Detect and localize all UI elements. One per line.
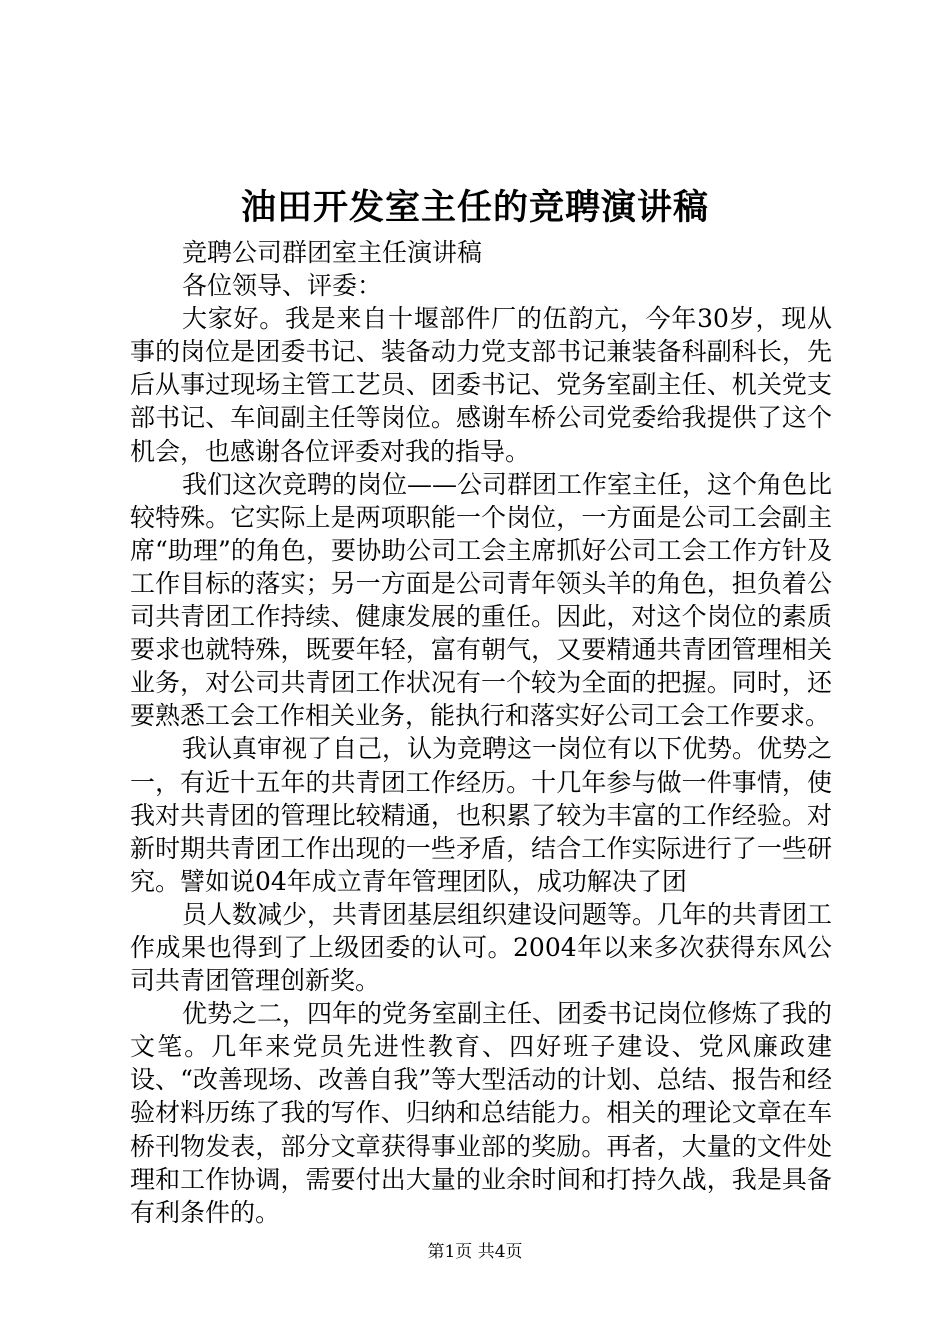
page-title: 油田开发室主任的竞聘演讲稿 (240, 187, 709, 228)
paragraph-subtitle: 竞聘公司群团室主任演讲稿 (182, 238, 483, 267)
paragraph-salutation: 各位领导、评委： (182, 271, 383, 301)
paragraph-advantage-two: 优势之二，四年的党务室副主任、团委书记岗位修炼了我的文笔。几年来党员先进性教育、四好班子建设、党风廉政建设、“改善现场、改善自我”等大型活动的计划、总结、报告和经验材料历练了我的写作、归纳和总结能力。相关的理论文章在车桥刊物发表，部分文章获得事业部的奖励。再者，大量的文件处理和工作协调，需要付出大量的业余时间和打持久战，我是具备有利条件的。 (130, 999, 833, 1227)
paragraph-advantage-one: 我认真审视了自己，认为竞聘这一岗位有以下优势。优势之一，有近十五年的共青团工作经历。十几年参与做一件事情，使我对共青团的管理比较精通，也积累了较为丰富的工作经验。对新时期共青团工作出现的一些矛盾，结合工作实际进行了一些研究。譬如说04年成立青年管理团队，成功解决了团 (130, 734, 833, 896)
paragraph-position-description: 我们这次竞聘的岗位——公司群团工作室主任，这个角色比较特殊。它实际上是两项职能一个岗位，一方面是公司工会副主席“助理”的角色，要协助公司工会主席抓好公司工会工作方针及工作目标的落实；另一方面是公司青年领头羊的角色，担负着公司共青团工作持续、健康发展的重任。因此，对这个岗位的素质要求也就特殊，既要年轻，富有朝气，又要精通共青团管理相关业务，对公司共青团工作状况有一个较为全面的把握。同时，还要熟悉工会工作相关业务，能执行和落实好公司工会工作要求。 (130, 469, 833, 731)
paragraph-introduction: 大家好。我是来自十堰部件厂的伍韵亢，今年30岁，现从事的岗位是团委书记、装备动力党支部书记兼装备科副科长，先后从事过现场主管工艺员、团委书记、党务室副主任、机关党支部书记、车间副主任等岗位。感谢车桥公司党委给我提供了这个机会，也感谢各位评委对我的指导。 (130, 304, 832, 466)
page-footer: 第1页 共4页 (427, 1242, 523, 1262)
body-text (130, 236, 832, 1229)
paragraph-advantage-one-continued: 员人数减少，共青团基层组织建设问题等。几年的共青团工作成果也得到了上级团委的认可。2004年以来多次获得东风公司共青团管理创新奖。 (130, 899, 833, 996)
